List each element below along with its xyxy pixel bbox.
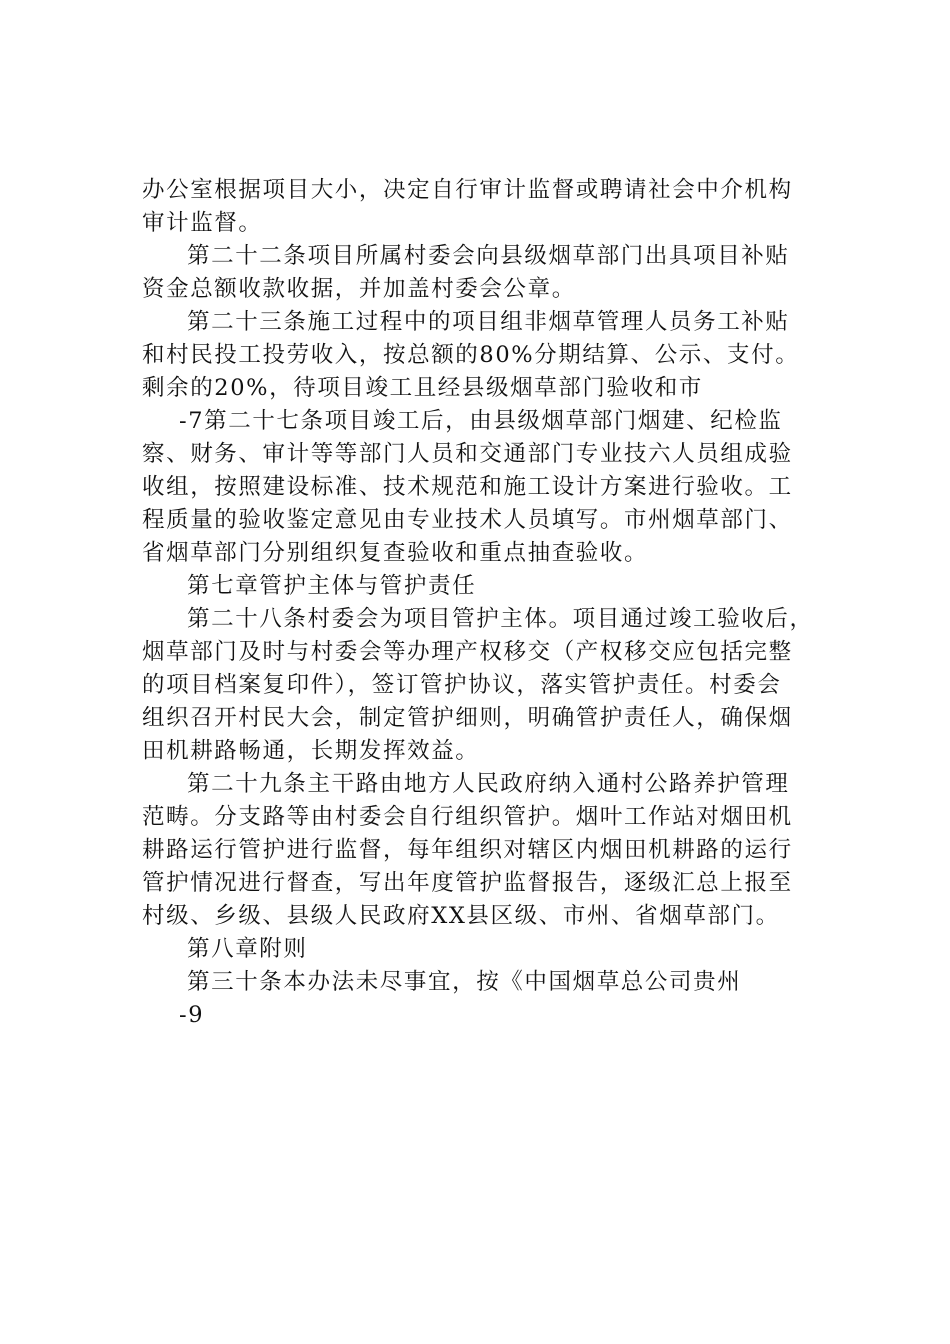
paragraph-article-29: [142, 768, 832, 933]
document-body: [142, 174, 832, 1032]
paragraph-article-22: [142, 240, 832, 306]
text-line: 管护情况进行督查，写出年度管护监督报告，逐级汇总上报至: [142, 870, 793, 896]
page-marker: [142, 999, 832, 1032]
text-line: 省烟草部门分别组织复查验收和重点抽查验收。: [142, 540, 649, 566]
text-line: 第八章附则: [187, 936, 308, 962]
text-line: 范畴。分支路等由村委会自行组织管护。烟叶工作站对烟田机: [142, 804, 793, 830]
text-line: 审计监督。: [142, 210, 263, 236]
text-line: 收组，按照建设标准、技术规范和施工设计方案进行验收。工: [142, 474, 793, 500]
text-line: 的项目档案复印件），签订管护协议，落实管护责任。村委会: [142, 672, 782, 698]
text-line: 和村民投工投劳收入，按总额的80%分期结算、公示、支付。: [142, 342, 800, 368]
text-line: 资金总额收款收据，并加盖村委会公章。: [142, 276, 576, 302]
text-line: 程质量的验收鉴定意见由专业技术人员填写。市州烟草部门、: [142, 507, 793, 533]
text-line: 村级、乡级、县级人民政府XX县区级、市州、省烟草部门。: [142, 903, 780, 929]
text-line: 第三十条本办法未尽事宜，按《中国烟草总公司贵州: [187, 969, 742, 995]
text-line: 察、财务、审计等等部门人员和交通部门专业技六人员组成验: [142, 441, 793, 467]
text-line: 剩余的20%，待项目竣工且经县级烟草部门验收和市: [142, 375, 703, 401]
chapter-7-heading: [142, 570, 832, 603]
text-line: 第二十二条项目所属村委会向县级烟草部门出具项目补贴: [187, 243, 790, 269]
text-line: 组织召开村民大会，制定管护细则，明确管护责任人，确保烟: [142, 705, 793, 731]
chapter-8-heading: [142, 933, 832, 966]
text-line: 第二十八条村委会为项目管护主体。项目通过竣工验收后，: [187, 606, 814, 632]
text-line: 第二十九条主干路由地方人民政府纳入通村公路养护管理: [187, 771, 790, 797]
text-line: 办公室根据项目大小，决定自行审计监督或聘请社会中介机构: [142, 177, 793, 203]
text-line: 烟草部门及时与村委会等办理产权移交（产权移交应包括完整: [142, 639, 793, 665]
paragraph-article-23: [142, 306, 832, 405]
text-line: 田机耕路畅通，长期发挥效益。: [142, 738, 480, 764]
paragraph-article-28: [142, 603, 832, 768]
paragraph-article-30: [142, 966, 832, 999]
paragraph-article-27: [142, 405, 832, 570]
text-line: -7第二十七条项目竣工后，由县级烟草部门烟建、纪检监: [179, 408, 783, 434]
paragraph-audit-supervision: [142, 174, 832, 240]
text-line: 耕路运行管护进行监督，每年组织对辖区内烟田机耕路的运行: [142, 837, 793, 863]
text-line: -9: [179, 1002, 205, 1028]
text-line: 第七章管护主体与管护责任: [187, 573, 477, 599]
text-line: 第二十三条施工过程中的项目组非烟草管理人员务工补贴: [187, 309, 790, 335]
